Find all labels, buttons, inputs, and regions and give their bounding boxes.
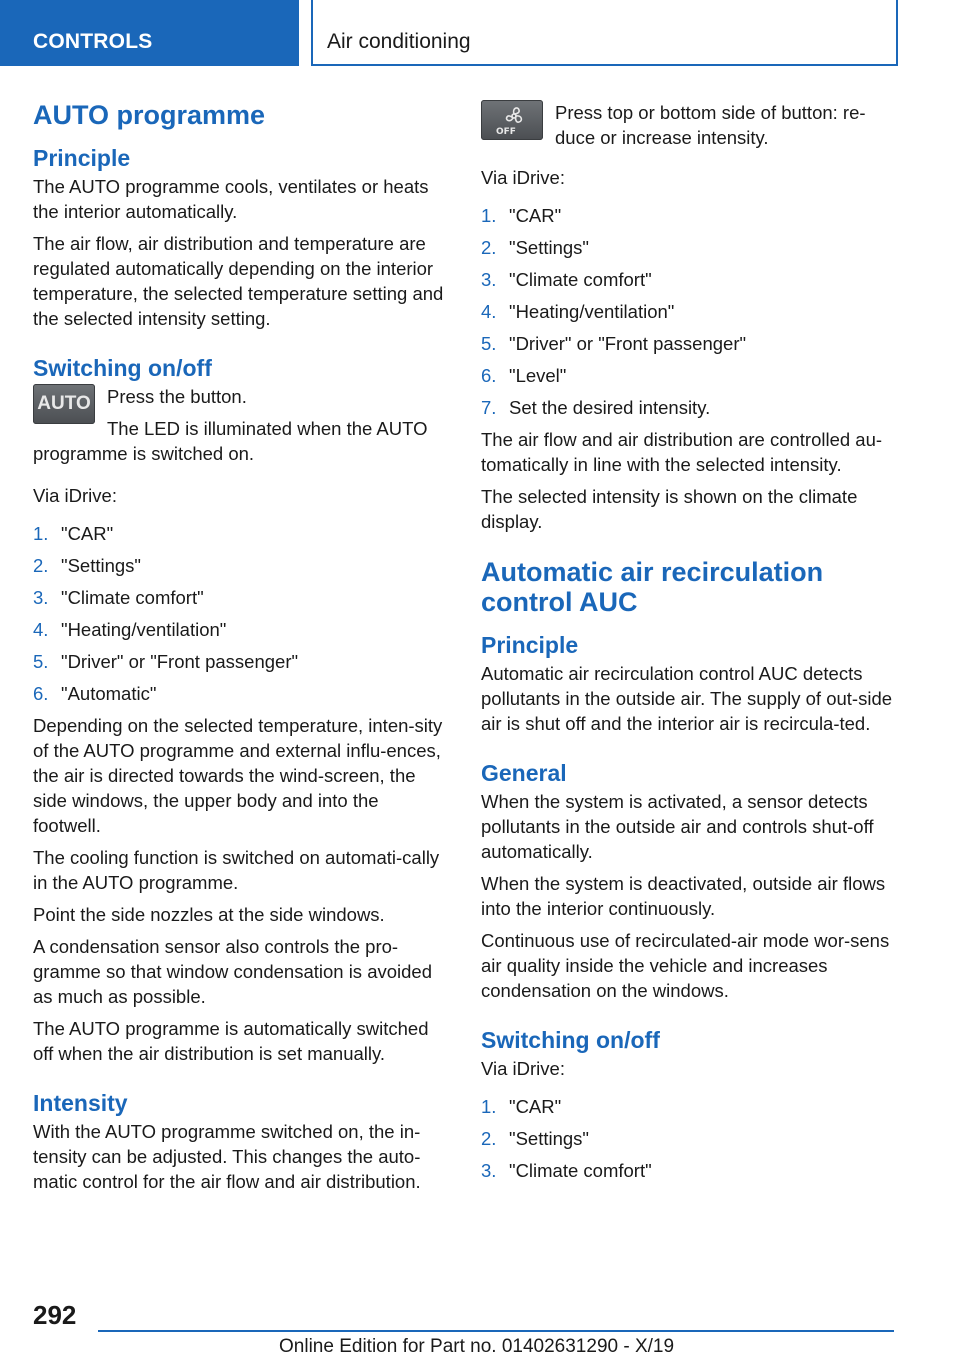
paragraph: The AUTO programme is automatically switched off when the air distribution is set manually. <box>33 1018 429 1064</box>
steps-list <box>481 1094 895 1183</box>
list-item: 6. "Automatic" <box>33 683 157 704</box>
paragraph: The LED is illuminated when the AUTO programme is switched on. <box>33 418 428 464</box>
via-idrive-label: Via iDrive: <box>481 167 565 188</box>
list-item: 3. "Climate comfort" <box>33 587 204 608</box>
general-heading: General <box>481 760 567 786</box>
left-column <box>33 100 449 1201</box>
list-item: 5. "Driver" or "Front passenger" <box>481 333 747 354</box>
paragraph: When the system is activated, a sensor detects pollutants in the outside air and controls shut-off automatically. <box>481 791 874 862</box>
header-chapter-box <box>311 0 898 66</box>
paragraph: The AUTO programme cools, ventilates or heats the interior automatically. <box>33 176 429 222</box>
list-item: 2. "Settings" <box>481 237 589 258</box>
auc-title: Automatic air recirculation control AUC <box>481 557 824 617</box>
paragraph: The air flow, air distribution and temperature are regulated automatically depending on the interior temperature, the selected temperature setting and the selected intensity setting. <box>33 233 444 329</box>
fan-button-icon <box>481 100 543 140</box>
intensity-heading: Intensity <box>33 1090 128 1116</box>
paragraph: Point the side nozzles at the side windows. <box>33 904 385 925</box>
paragraph: Press top or bottom side of button: re-duce or increase intensity. <box>555 102 866 148</box>
switching-heading: Switching on/off <box>33 355 212 381</box>
footer-divider <box>98 1330 894 1332</box>
auc-principle-heading: Principle <box>481 632 579 658</box>
auto-programme-title: AUTO programme <box>33 100 266 130</box>
edition-text: Online Edition for Part no. 01402631290 - X/19 <box>279 1336 675 1357</box>
steps-list <box>33 521 449 706</box>
steps-list <box>481 203 895 420</box>
paragraph: The cooling function is switched on automati-cally in the AUTO programme. <box>33 847 440 893</box>
via-idrive-label: Via iDrive: <box>33 485 117 506</box>
list-item: 1. "CAR" <box>481 1096 562 1117</box>
list-item: 1. "CAR" <box>481 205 562 226</box>
header-section-tab <box>0 0 299 66</box>
list-item: 4. "Heating/ventilation" <box>481 301 675 322</box>
list-item: 5. "Driver" or "Front passenger" <box>33 651 299 672</box>
header-chapter-label: Air conditioning <box>327 30 471 53</box>
paragraph: Press the button. <box>107 386 247 407</box>
paragraph: A condensation sensor also controls the pro-gramme so that window condensation is avoided as much as possible. <box>33 936 433 1007</box>
switching-heading: Switching on/off <box>481 1027 660 1053</box>
header-section-label: CONTROLS <box>33 30 153 53</box>
auto-button-row <box>33 384 449 473</box>
list-item: 3. "Climate comfort" <box>481 1160 652 1181</box>
right-column <box>481 100 895 1190</box>
via-idrive-label: Via iDrive: <box>481 1058 565 1079</box>
auto-button-label: AUTO <box>37 393 91 414</box>
paragraph: Continuous use of recirculated-air mode wor-sens air quality inside the vehicle and increases condensation on the windows. <box>481 930 890 1001</box>
list-item: 3. "Climate comfort" <box>481 269 652 290</box>
auto-button-icon <box>33 384 95 424</box>
paragraph: With the AUTO programme switched on, the in-tensity can be adjusted. This changes the auto-matic control for the air flow and air distribution. <box>33 1121 421 1192</box>
paragraph: The selected intensity is shown on the climate display. <box>481 486 858 532</box>
page-number: 292 <box>33 1300 77 1330</box>
principle-heading: Principle <box>33 145 131 171</box>
paragraph: Automatic air recirculation control AUC detects pollutants in the outside air. The supply of out-side air is shut off and the interior air is recircula-ted. <box>481 663 893 734</box>
list-item: 2. "Settings" <box>33 555 141 576</box>
paragraph: Depending on the selected temperature, inten-sity of the AUTO programme and external influ-ences, the air is directed towards the wind-screen, the side windows, the upper body and into the footwell. <box>33 715 443 836</box>
fan-button-row <box>481 100 895 157</box>
fan-off-label: OFF <box>496 127 516 137</box>
paragraph: The air flow and air distribution are controlled au-tomatically in line with the selected intensity. <box>481 429 883 475</box>
list-item: 7. Set the desired intensity. <box>481 397 711 418</box>
list-item: 6. "Level" <box>481 365 567 386</box>
list-item: 2. "Settings" <box>481 1128 589 1149</box>
fan-icon <box>492 103 532 137</box>
list-item: 4. "Heating/ventilation" <box>33 619 227 640</box>
list-item: 1. "CAR" <box>33 523 114 544</box>
paragraph: When the system is deactivated, outside air flows into the interior continuously. <box>481 873 886 919</box>
